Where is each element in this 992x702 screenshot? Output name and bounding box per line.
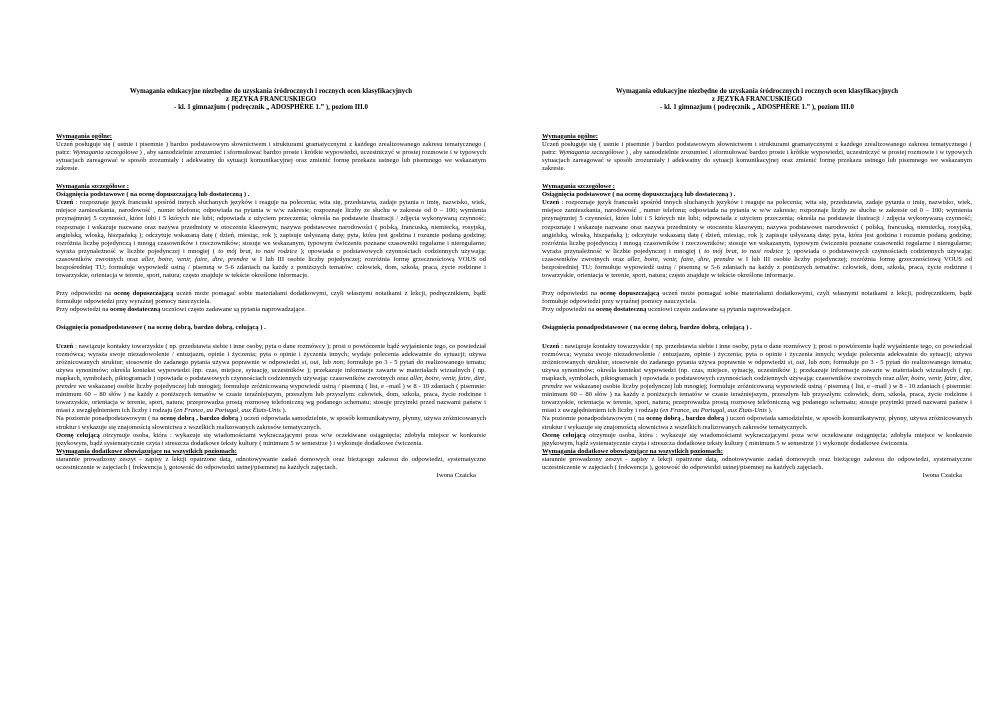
extra-heading: Wymagania dodatkowe obowiązujące na wszystkich poziomach: xyxy=(542,447,723,455)
title-line-2: z JĘZYKA FRANCUSKIEGO xyxy=(225,96,317,104)
advanced-section xyxy=(56,343,486,481)
basic-heading: Osiągnięcia podstawowe ( na ocenę dopuszczającą lub dostateczną ) . xyxy=(56,191,250,199)
celujaca-text xyxy=(542,432,972,448)
basic-text xyxy=(542,199,972,280)
advanced-text xyxy=(56,343,486,416)
advanced-italic-4: en France, au Portugal, aux États-Unis xyxy=(176,407,281,415)
basic-text-c: w I lub III osobie liczby pojedynczej; rozróżnia formę grzecznościową VOUS od bezpośredniej TU; formułuje wypowiedź ustną / pisemną w 5-6 zdaniach na każdy z poniższych tematów: człowiek, dom, szkoła, praca, życie rodzinne i towarzyskie, orientacja w terenie, sport, natura; często znajduje w tekście określone informacje. xyxy=(56,255,486,280)
basic-text-b: ); opowiada o podstawowych czynnościach codziennych używając czasowników zwrotnych oraz xyxy=(542,247,972,263)
help-line-1-b: uczeń może pomagać sobie materiałami dodatkowymi, czyli własnymi notatkami z lekcji, podręcznikiem, bądź formułuje odpowiedzi przy wyraźnej pomocy nauczyciela. xyxy=(542,290,972,306)
general-heading: Wymagania ogólne: xyxy=(542,132,598,140)
basic-text-c: w I lub III osobie liczby pojedynczej; rozróżnia formę grzecznościową VOUS od bezpośredniej TU; formułuje wypowiedź ustną / pisemną w 5-6 zdaniach na każdy z poniższych tematów: człowiek, dom, szkoła, praca, życie rodzinne i towarzyskie, orientacja w terenie, sport, natura; często znajduje w tekście określone informacje. xyxy=(542,255,972,280)
extra-heading: Wymagania dodatkowe obowiązujące na wszystkich poziomach: xyxy=(56,447,237,455)
advanced-italic-4: en France, au Portugal, aux États-Unis xyxy=(662,407,767,415)
advanced-text-d: we wskazanej osobie liczby pojedynczej lub mnogiej; formułuje zróżnicowaną wypowiedź ustną / pisemną ( list, e –mail ) w 8 - 10 zdaniach ( pisemnie: minimum 60 – 80 słów ) na każdy z poniższych tematów w czasie teraźniejszym, przeszłym lub przyszłym: człowiek, dom, szkoła, praca, życie rodzinne i towarzyskie, orientacja w terenie, sport, natura; przeprowadza prostą rozmowę telefoniczną wg podanego schematu; stosuje przyimki przed nazwami państw i miast z uwzględnieniem ich liczby i rodzaju ( xyxy=(542,383,972,415)
advanced-uczen-label: Uczeń xyxy=(542,342,560,350)
advanced-text-b: lub xyxy=(320,358,334,366)
help-line-2-bold: ocenę dostateczną xyxy=(596,306,647,314)
uczen-label: Uczeń xyxy=(542,199,560,207)
detailed-heading: Wymagania szczegółowe : xyxy=(56,183,130,191)
general-text-b: ) , aby samodzielnie zrozumieć i sformułować bardzo proste i krótkie wypowiedzi, uczestniczyć w prostej rozmowie i w typowych sytuacjach zareagować w sposób zrozumiały i adekwatny do sytuacji komunikacyjnej oraz zmienić formę przekazu ustnego lub pisemnego we wskazanym zakresie. xyxy=(56,148,486,172)
signature: Iwona Czaicka xyxy=(922,472,962,480)
general-requirements xyxy=(56,133,486,173)
basic-italic-1: to mój brat, to nasi rodzice xyxy=(704,247,784,255)
help-line-2 xyxy=(56,306,486,314)
basic-italic-2: aller, boire, venir, faire, dire, prendre xyxy=(141,255,249,263)
advanced-text-b: lub xyxy=(806,358,820,366)
general-text-a: Uczeń posługuje się ( ustnie i pisemnie ) bardzo podstawowym słownictwem i strukturami gramatycznymi z każdego zrealizowanego zakresu tematycznego ( patrz: xyxy=(56,140,486,156)
advanced-italic-3: aller, boire, venir, faire, dire, prendre xyxy=(542,374,972,391)
title-line-2: z JĘZYKA FRANCUSKIEGO xyxy=(711,96,803,104)
general-text-b: ) , aby samodzielnie zrozumieć i sformułować bardzo proste i krótkie wypowiedzi, uczestniczyć w prostej rozmowie i w typowych sytuacjach zareagować w sposób zrozumiały i adekwatny do sytuacji komunikacyjnej oraz zmienić formę przekazu ustnego lub pisemnego we wskazanym zakresie. xyxy=(542,148,972,172)
help-line-1-bold: ocenę dopuszczającą xyxy=(599,290,660,298)
general-text xyxy=(56,141,486,173)
advanced-text-a: : nawiązuje kontakty towarzyskie ( np. przedstawia siebie i inne osoby, pyta o dane rozmówcy ); prosi o powtórzenie bądź wyjaśnienie tego, co powiedział rozmówca; wyraża swoje niezadowolenie / entuzjazm, opinie i życzenia; pyta o opinie i życzenia innych; wydaje polecenia adekwatnie do sytuacji; używa zróżnicowanych struktur; stosownie do zadanego pytania używa poprawnie w odpowiedzi xyxy=(542,342,972,366)
higher-a: Na poziomie ponadpodstawowym ( na xyxy=(542,415,647,423)
help-line-2-b: uczniowi często zadawane są pytania naprowadzające. xyxy=(646,306,792,314)
advanced-uczen-label: Uczeń xyxy=(56,342,74,350)
advanced-text-c: ; formułuje po 3 - 5 pytań do realizowanego tematu; używa synonimów; określa kontekst wypowiedzi (np. czas, miejsce, sytuację, uczestników ); przekazuje informacje zawarte w materiałach wizualnych ( np. mapkach, symbolach, piktogramach ) opowiada o podstawowych czynnościach codziennych używając czasowników zwrotnych oraz xyxy=(542,358,972,382)
uczen-label: Uczeń xyxy=(56,199,74,207)
advanced-italic-1: si, oui, xyxy=(301,358,321,366)
basic-text-a: : rozpoznaje język francuski spośród innych słuchanych języków i reaguje na polecenia; wita się, przedstawia, zadaje pytania o imię, nazwisko, wiek, miejsce zamieszkania, narodowość , numer telefonu; odpowiada na pytania w w/w zakresie; rozpoznaje liczby ze słuchu w zakresie od 0 – 100; wymienia przynajmniej 5 czynności, które lubi i 5 których nie lubi; odpowiada z użyciem przeczenia; określa na podstawie ilustracji / zdjęcia wykonywaną czynność; rozpoznaje i wskazuje nazwane oraz nazywa przedmioty w otoczeniu klasowym; nazywa podstawowe narodowości ( polską, francuską, niemiecką, rosyjską, angielską, włoską, hiszpańską ); odczytuje wskazaną datę ( dzień, miesiąc, rok ); zapisuje usłyszaną datę; pyta, która jest godzina i rozumie podaną godzinę; rozróżnia liczbę pojedynczą i mnogą czasowników i rzeczowników; stosuje we wskazanym, typowym ćwiczeniu poznane czasowniki regularne i nieregularne; wyraża przynależność w liczbie pojedynczej i mnogiej ( xyxy=(542,199,972,255)
detailed-requirements xyxy=(542,183,972,280)
document-title xyxy=(542,88,972,113)
celujaca-rest: otrzymuje osoba, która : wykazuje się wiadomościami wykraczającymi poza w/w oczekiwane osiągnięcia; zdobyła miejsce w konkursie językowym, bądź systematycznie czyta i streszcza dodatkowe teksty kultury ( minimum 5 w semestrze ) i wykonuje dodatkowe ćwiczenia. xyxy=(56,431,487,447)
extra-text: starannie prowadzony zeszyt - zapisy z lekcji opatrzone datą, odnotowywanie zadań domowych oraz bieżącego zakresu do odpowiedzi, systematyczne uczestniczenie w zajęciach ( frekwencja ), gotowość do odpowiedzi ustnej/pisemnej na każdych zajęciach. xyxy=(56,455,486,471)
title-line-3: - kl. 1 gimnazjum ( podręcznik „ ADOSPHÈRE 1.” ), poziom III.0 xyxy=(174,104,368,112)
celujaca-text xyxy=(56,432,486,448)
advanced-text-a: : nawiązuje kontakty towarzyskie ( np. przedstawia siebie i inne osoby, pyta o dane rozmówcy ); prosi o powtórzenie bądź wyjaśnienie tego, co powiedział rozmówca; wyraża swoje niezadowolenie / entuzjazm, opinie i życzenia; pyta o opinie i życzenia innych; wydaje polecenia adekwatnie do sytuacji; używa zróżnicowanych struktur; stosownie do zadanego pytania używa poprawnie w odpowiedzi xyxy=(56,342,486,366)
help-line-2-bold: ocenę dostateczną xyxy=(110,306,161,314)
detailed-requirements xyxy=(56,183,486,280)
help-line-1-bold: ocenę dopuszczającą xyxy=(113,290,174,298)
help-line-2-a: Przy odpowiedzi na xyxy=(542,306,597,314)
basic-italic-2: aller, boire, venir, faire, dire, prendre xyxy=(627,255,735,263)
help-line-2 xyxy=(542,306,972,314)
help-line-1 xyxy=(542,290,972,306)
advanced-text-c: ; formułuje po 3 - 5 pytań do realizowanego tematu; używa synonimów; określa kontekst wypowiedzi (np. czas, miejsce, sytuację, uczestników ); przekazuje informacje zawarte w materiałach wizualnych ( np. mapkach, symbolach, piktogramach ) opowiada o podstawowych czynnościach codziennych używając czasowników zwrotnych oraz xyxy=(56,358,486,382)
general-heading: Wymagania ogólne: xyxy=(56,132,112,140)
general-text-italic: Wymagania szczegółowe xyxy=(72,148,138,156)
advanced-heading: Osiągnięcia ponadpodstawowe ( na ocenę dobrą, bardzo dobrą, celującą ) . xyxy=(56,324,266,332)
advanced-text-d: we wskazanej osobie liczby pojedynczej lub mnogiej; formułuje zróżnicowaną wypowiedź ustną / pisemną ( list, e –mail ) w 8 - 10 zdaniach ( pisemnie: minimum 60 – 80 słów ) na każdy z poniższych tematów w czasie teraźniejszym, przeszłym lub przyszłym: człowiek, dom, szkoła, praca, życie rodzinne i towarzyskie, orientacja w terenie, sport, natura; przeprowadza prostą rozmowę telefoniczną wg podanego schematu; stosuje przyimki przed nazwami państw i miast z uwzględnieniem ich liczby i rodzaju ( xyxy=(56,383,486,415)
title-line-3: - kl. 1 gimnazjum ( podręcznik „ ADOSPHÈRE 1.” ), poziom III.0 xyxy=(660,104,854,112)
basic-italic-1: to mój brat, to nasi rodzice xyxy=(218,247,298,255)
higher-b: ) uczeń odpowiada samodzielnie, w sposób komunikatywny, płynny, używa zróżnicowanych struktur i wykazuje się znajomością słownictwa z wszelkich realizowanych zakresów tematycznych. xyxy=(56,415,486,431)
celujaca-bold: Ocenę celującą xyxy=(56,431,100,439)
higher-b: ) uczeń odpowiada samodzielnie, w sposób komunikatywny, płynny, używa zróżnicowanych struktur i wykazuje się znajomością słownictwa z wszelkich realizowanych zakresów tematycznych. xyxy=(542,415,972,431)
detailed-heading: Wymagania szczegółowe : xyxy=(542,183,616,191)
celujaca-bold: Ocenę celującą xyxy=(542,431,586,439)
general-text-italic: Wymagania szczegółowe xyxy=(558,148,624,156)
help-line-2-a: Przy odpowiedzi na xyxy=(56,306,111,314)
advanced-italic-1: si, oui, xyxy=(787,358,807,366)
higher-bold: ocenę dobrą , bardzo dobrą xyxy=(646,415,725,423)
higher-bold: ocenę dobrą , bardzo dobrą xyxy=(160,415,239,423)
help-notes xyxy=(56,290,486,314)
higher-level-text xyxy=(542,415,972,431)
title-line-1: Wymagania edukacyjne niezbędne do uzyskania śródrocznych i rocznych ocen klasyfikacyjnych xyxy=(615,88,899,95)
help-line-2-b: uczniowi często zadawane są pytania naprowadzające. xyxy=(160,306,306,314)
left-column xyxy=(56,88,486,702)
basic-text-a: : rozpoznaje język francuski spośród innych słuchanych języków i reaguje na polecenia; wita się, przedstawia, zadaje pytania o imię, nazwisko, wiek, miejsce zamieszkania, narodowość , numer telefonu; odpowiada na pytania w w/w zakresie; rozpoznaje liczby ze słuchu w zakresie od 0 – 100; wymienia przynajmniej 5 czynności, które lubi i 5 których nie lubi; odpowiada z użyciem przeczenia; określa na podstawie ilustracji / zdjęcia wykonywaną czynność; rozpoznaje i wskazuje nazwane oraz nazywa przedmioty w otoczeniu klasowym; nazywa podstawowe narodowości ( polską, francuską, niemiecką, rosyjską, angielską, włoską, hiszpańską ); odczytuje wskazaną datę ( dzień, miesiąc, rok ); zapisuje usłyszaną datę; pyta, która jest godzina i rozumie podaną godzinę; rozróżnia liczbę pojedynczą i mnogą czasowników i rzeczowników; stosuje we wskazanym, typowym ćwiczeniu poznane czasowniki regularne i nieregularne; wyraża przynależność w liczbie pojedynczej i mnogiej ( xyxy=(56,199,486,255)
general-text-a: Uczeń posługuje się ( ustnie i pisemnie ) bardzo podstawowym słownictwem i strukturami gramatycznymi z każdego zrealizowanego zakresu tematycznego ( patrz: xyxy=(542,140,972,156)
basic-text xyxy=(56,199,486,280)
help-line-1 xyxy=(56,290,486,306)
extra-text: starannie prowadzony zeszyt - zapisy z lekcji opatrzone datą, odnotowywanie zadań domowych oraz bieżącego zakresu do odpowiedzi, systematyczne uczestniczenie w zajęciach ( frekwencja ), gotowość do odpowiedzi ustnej/pisemnej na każdych zajęciach. xyxy=(542,455,972,471)
advanced-italic-2: non xyxy=(819,358,830,366)
advanced-text-e: ). xyxy=(766,407,773,415)
title-line-1: Wymagania edukacyjne niezbędne do uzyskania śródrocznych i rocznych ocen klasyfikacyjnych xyxy=(129,88,413,95)
general-text xyxy=(542,141,972,173)
help-notes xyxy=(542,290,972,314)
advanced-heading: Osiągnięcia ponadpodstawowe ( na ocenę dobrą, bardzo dobrą, celującą ) . xyxy=(542,324,752,332)
higher-a: Na poziomie ponadpodstawowym ( na xyxy=(56,415,161,423)
help-line-1-b: uczeń może pomagać sobie materiałami dodatkowymi, czyli własnymi notatkami z lekcji, podręcznikiem, bądź formułuje odpowiedzi przy wyraźnej pomocy nauczyciela. xyxy=(56,290,486,306)
celujaca-rest: otrzymuje osoba, która : wykazuje się wiadomościami wykraczającymi poza w/w oczekiwane osiągnięcia; zdobyła miejsce w konkursie językowym, bądź systematycznie czyta i streszcza dodatkowe teksty kultury ( minimum 5 w semestrze ) i wykonuje dodatkowe ćwiczenia. xyxy=(542,431,973,447)
advanced-text xyxy=(542,343,972,416)
advanced-section xyxy=(542,343,972,481)
basic-heading: Osiągnięcia podstawowe ( na ocenę dopuszczającą lub dostateczną ) . xyxy=(542,191,736,199)
right-column xyxy=(542,88,972,702)
advanced-text-e: ). xyxy=(280,407,287,415)
help-line-1-a: Przy odpowiedzi na xyxy=(56,290,114,298)
help-line-1-a: Przy odpowiedzi na xyxy=(542,290,600,298)
general-requirements xyxy=(542,133,972,173)
document-title xyxy=(56,88,486,113)
advanced-italic-3: aller, boire, venir, faire, dire, prendre xyxy=(56,374,486,391)
higher-level-text xyxy=(56,415,486,431)
advanced-italic-2: non xyxy=(333,358,344,366)
basic-text-b: ); opowiada o podstawowych czynnościach codziennych używając czasowników zwrotnych oraz xyxy=(56,247,486,263)
signature: Iwona Czaicka xyxy=(436,472,476,480)
